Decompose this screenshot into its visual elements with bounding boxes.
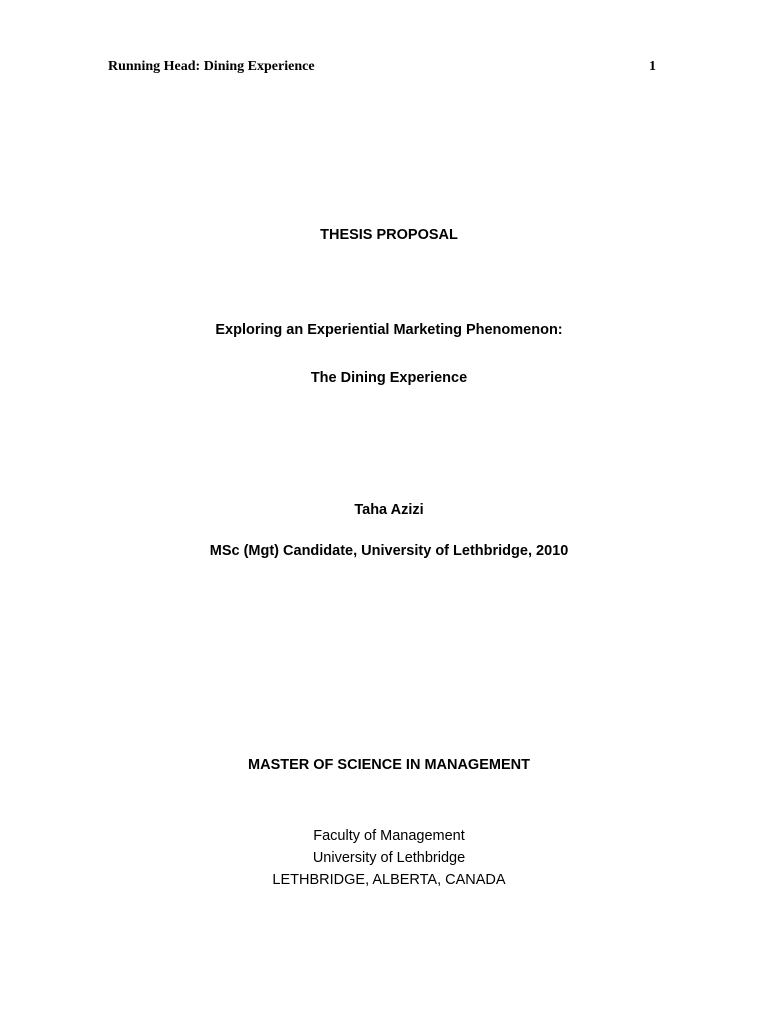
degree-title: MASTER OF SCIENCE IN MANAGEMENT [248, 757, 530, 773]
location: LETHBRIDGE, ALBERTA, CANADA [272, 872, 506, 888]
author-name: Taha Azizi [354, 502, 424, 518]
candidacy-line: MSc (Mgt) Candidate, University of Lethbridge, 2010 [209, 543, 569, 559]
title-line-1: Exploring an Experiential Marketing Phenomenon: [215, 322, 563, 338]
document-heading: THESIS PROPOSAL [320, 227, 458, 243]
university-name: University of Lethbridge [312, 850, 466, 866]
faculty-name: Faculty of Management [313, 828, 465, 844]
title-line-2: The Dining Experience [310, 370, 468, 386]
running-head: Running Head: Dining Experience [108, 59, 315, 74]
page-number: 1 [649, 59, 656, 74]
